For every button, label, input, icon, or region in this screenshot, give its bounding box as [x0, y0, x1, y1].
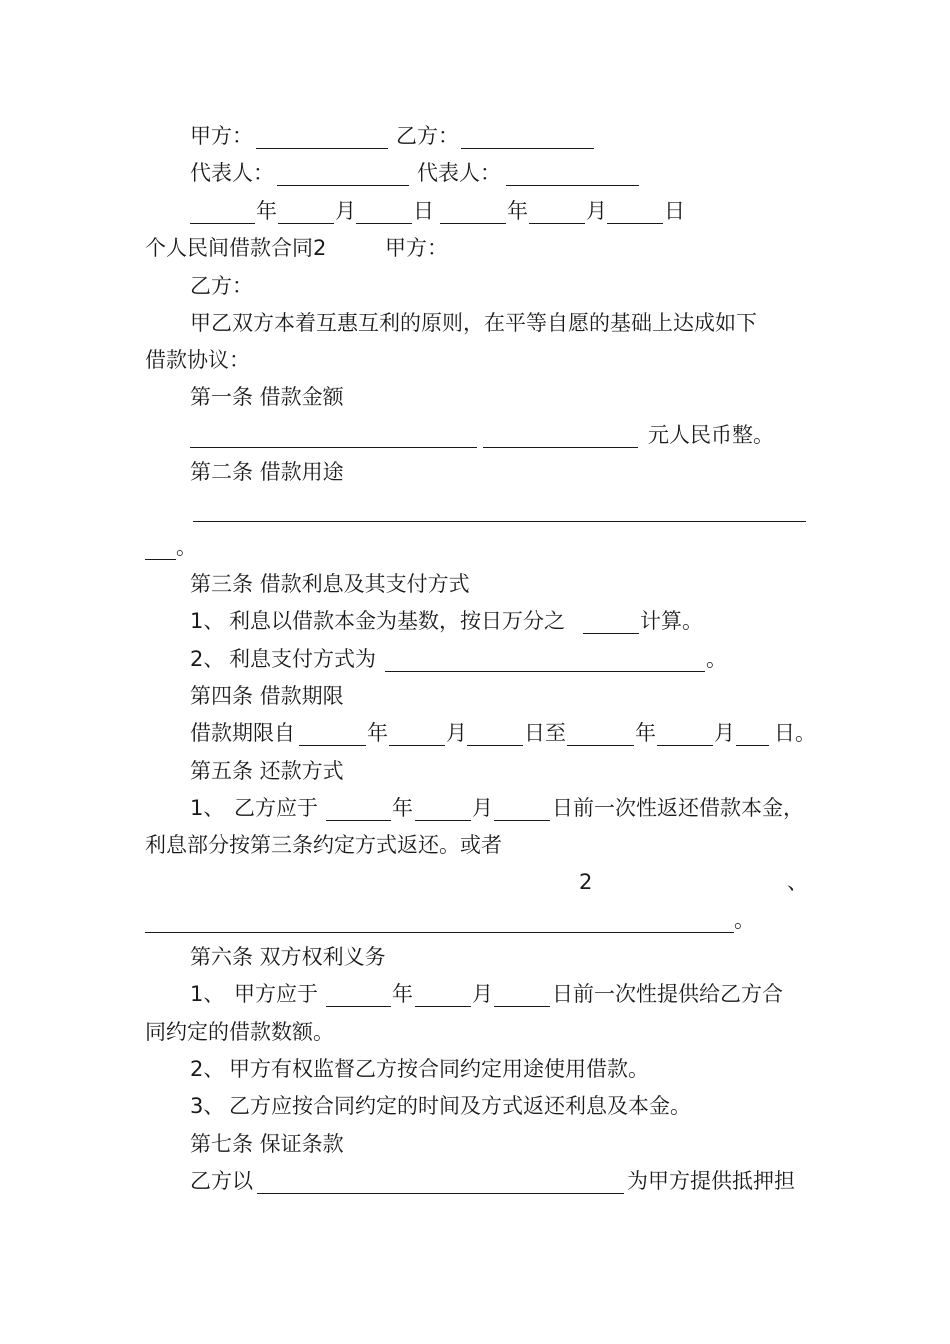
- date-b-year: 年: [507, 199, 528, 223]
- period-end-month: 月: [714, 721, 735, 745]
- date-a-month-blank: [278, 223, 334, 224]
- article-1-amount-line: [0, 420, 950, 457]
- article-5-title: 第五条 还款方式: [190, 759, 344, 783]
- rep-b-label: 代表人：: [417, 161, 501, 185]
- article-6-title-line: [0, 942, 950, 979]
- lend-month: 月: [472, 982, 493, 1006]
- period-start-month-blank: [389, 745, 445, 746]
- guarantee-suffix: 为甲方提供抵押担: [627, 1169, 795, 1193]
- interest-rate-blank: [583, 633, 639, 634]
- heading-party-a-label: 甲方：: [385, 236, 448, 260]
- purpose-period: 。: [176, 535, 197, 559]
- article-4-period-line: [0, 718, 950, 755]
- contract-heading-line: [0, 233, 950, 270]
- contract-title: 个人民间借款合同2: [145, 236, 327, 260]
- period-end-month-blank: [657, 745, 713, 746]
- article-4-title-line: [0, 681, 950, 718]
- lend-year: 年: [392, 982, 413, 1006]
- period-start-year: 年: [367, 721, 388, 745]
- article-6-item-3: [0, 1091, 950, 1128]
- lend-year-blank: [326, 1006, 391, 1007]
- article-6-item-3-number: 3、: [190, 1094, 225, 1118]
- article-5-item-2-number: 2: [579, 870, 593, 894]
- repay-month: 月: [472, 796, 493, 820]
- date-b-day: 日: [664, 199, 685, 223]
- signature-dates-line: [0, 196, 950, 233]
- article-6-item-1-number: 1、: [190, 982, 225, 1006]
- period-end-day-blank: [736, 745, 769, 746]
- period-end-day: 日。: [774, 721, 816, 745]
- date-b-day-blank: [607, 223, 663, 224]
- period-end-year-blank: [567, 745, 634, 746]
- date-b-month: 月: [586, 199, 607, 223]
- party-b-header-label: 乙方：: [190, 274, 253, 298]
- article-5-item-2-separator: 、: [787, 870, 808, 894]
- intro-line-1: [0, 308, 950, 345]
- repay-year: 年: [392, 796, 413, 820]
- article-2-purpose-end-line: [0, 532, 950, 569]
- party-b-label: 乙方：: [396, 124, 459, 148]
- article-2-title: 第二条 借款用途: [190, 460, 344, 484]
- payment-method-period: 。: [706, 647, 727, 671]
- lend-day-blank: [494, 1006, 550, 1007]
- article-5-item-1-number: 1、: [190, 796, 225, 820]
- interest-suffix: 计算。: [640, 609, 703, 633]
- article-5-title-line: [0, 756, 950, 793]
- amount-blank-2: [483, 447, 638, 448]
- repay-year-blank: [326, 820, 391, 821]
- article-6-item-2-number: 2、: [190, 1057, 225, 1081]
- lend-amount-text: 同约定的借款数额。: [145, 1020, 334, 1044]
- signature-parties-line: [0, 121, 950, 158]
- signature-reps-line: [0, 158, 950, 195]
- amount-suffix: 元人民币整。: [648, 423, 774, 447]
- repay-suffix: 日前一次性返还借款本金，: [552, 796, 804, 820]
- article-3-title-line: [0, 569, 950, 606]
- article-7-title: 第七条 保证条款: [190, 1132, 344, 1156]
- alternative-repay-blank: [145, 932, 734, 933]
- amount-blank-1: [190, 447, 477, 448]
- article-5-item-1: [0, 793, 950, 830]
- party-b-blank: [461, 148, 594, 149]
- date-a-day-blank: [356, 223, 412, 224]
- date-b-year-blank: [440, 223, 506, 224]
- date-a-month: 月: [335, 199, 356, 223]
- article-1-title-line: [0, 382, 950, 419]
- article-5-item-1-line-2: [0, 830, 950, 867]
- repay-text: 乙方应于: [234, 796, 318, 820]
- date-a-year-blank: [190, 223, 255, 224]
- lend-text: 甲方应于: [234, 982, 318, 1006]
- guarantee-text: 乙方以: [190, 1169, 253, 1193]
- article-7-title-line: [0, 1129, 950, 1166]
- period-start-day-blank: [467, 745, 523, 746]
- rep-a-blank: [277, 185, 409, 186]
- period-start-month: 月: [446, 721, 467, 745]
- purpose-blank: [193, 521, 806, 522]
- lend-month-blank: [415, 1006, 471, 1007]
- article-7-guarantee-line: [0, 1166, 950, 1203]
- repay-obligation-text: 乙方应按合同约定的时间及方式返还利息及本金。: [229, 1094, 691, 1118]
- date-a-year: 年: [256, 199, 277, 223]
- article-5-item-2-blank-line: [0, 905, 950, 942]
- rep-b-blank: [506, 185, 639, 186]
- article-2-purpose-line: [0, 494, 950, 531]
- article-3-item-1: [0, 606, 950, 643]
- article-3-item-2: [0, 644, 950, 681]
- date-b-month-blank: [529, 223, 585, 224]
- article-1-title: 第一条 借款金额: [190, 385, 344, 409]
- period-end-year: 年: [635, 721, 656, 745]
- collateral-blank: [257, 1193, 624, 1194]
- repay-interest-text: 利息部分按第三条约定方式返还。或者: [145, 833, 502, 857]
- intro-line-2: [0, 345, 950, 382]
- repay-day-blank: [494, 820, 550, 821]
- article-4-title: 第四条 借款期限: [190, 684, 344, 708]
- article-2-title-line: [0, 457, 950, 494]
- intro-text-1: 甲乙双方本着互惠互利的原则，在平等自愿的基础上达成如下: [190, 311, 757, 335]
- article-3-title: 第三条 借款利息及其支付方式: [190, 572, 470, 596]
- rep-a-label: 代表人：: [190, 161, 274, 185]
- article-3-item-2-number: 2、: [190, 647, 225, 671]
- interest-text: 利息以借款本金为基数，按日万分之: [229, 609, 565, 633]
- purpose-blank-end: [145, 559, 176, 560]
- period-from-text: 借款期限自: [190, 721, 295, 745]
- date-a-day: 日: [413, 199, 434, 223]
- supervise-text: 甲方有权监督乙方按合同约定用途使用借款。: [229, 1057, 649, 1081]
- payment-method-text: 利息支付方式为: [229, 647, 376, 671]
- article-6-item-2: [0, 1054, 950, 1091]
- period-to-text: 日至: [524, 721, 566, 745]
- alternative-repay-period: 。: [734, 908, 755, 932]
- intro-text-2: 借款协议：: [145, 348, 250, 372]
- article-6-item-1-line-2: [0, 1017, 950, 1054]
- lend-suffix: 日前一次性提供给乙方合: [552, 982, 783, 1006]
- article-3-item-1-number: 1、: [190, 609, 225, 633]
- article-6-title: 第六条 双方权利义务: [190, 945, 386, 969]
- party-a-blank: [256, 148, 388, 149]
- party-a-label: 甲方：: [190, 124, 253, 148]
- payment-method-blank: [385, 671, 705, 672]
- article-6-item-1: [0, 979, 950, 1016]
- repay-month-blank: [415, 820, 471, 821]
- party-b-line: [0, 271, 950, 308]
- period-start-year-blank: [299, 745, 366, 746]
- article-5-item-2: [0, 867, 950, 904]
